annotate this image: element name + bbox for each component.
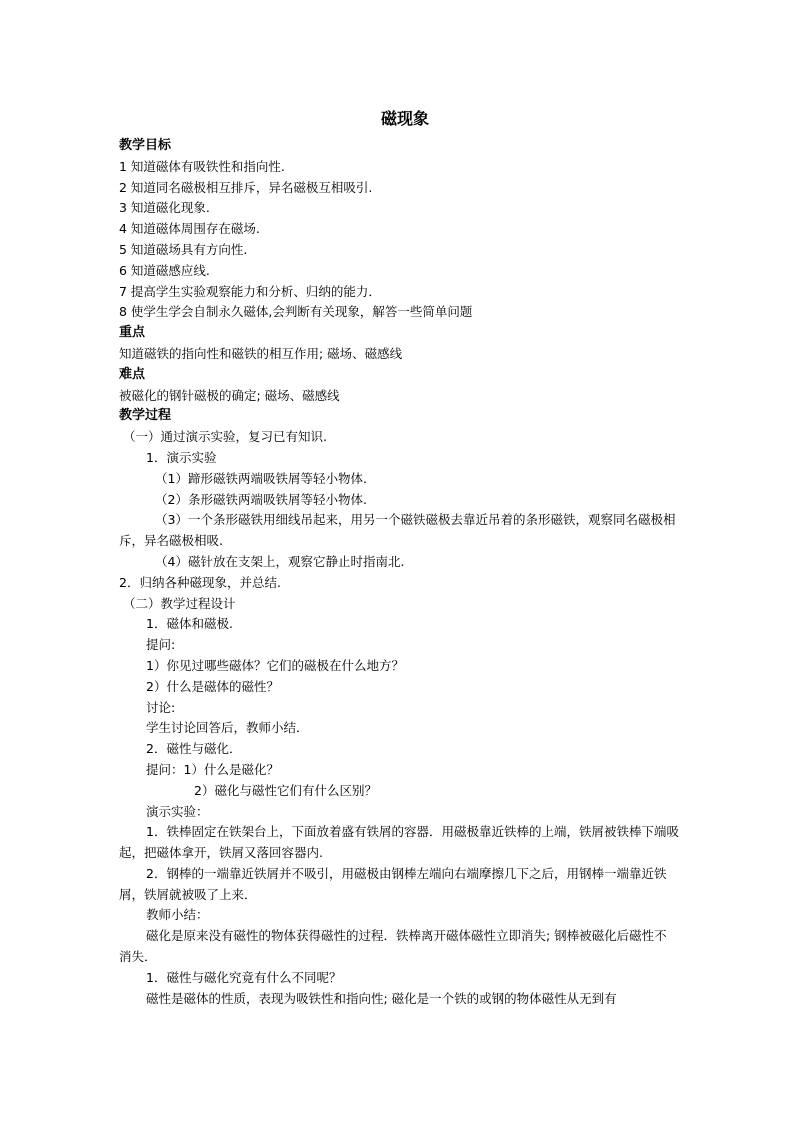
- design-step2: 2．磁性与磁化．: [146, 741, 242, 757]
- goal-item: 6 知道磁感应线.: [119, 262, 210, 278]
- goals-heading: 教学目标: [119, 138, 172, 153]
- discuss-text: 学生讨论回答后，教师小结．: [146, 720, 309, 736]
- key-text: 知道磁铁的指向性和磁铁的相互作用; 磁场、磁感线: [119, 345, 403, 361]
- question-item: 1）你见过哪些磁体？它们的磁极在什么地方？: [146, 657, 404, 673]
- step2-label: 2．归纳各种磁现象，并总结.: [119, 574, 281, 590]
- design-step3: 1．磁性与磁化究竟有什么不同呢？: [146, 969, 342, 985]
- goal-item: 1 知道磁体有吸铁性和指向性.: [119, 158, 285, 174]
- document-title: 磁现象: [380, 109, 429, 128]
- ask-label: 提问:: [146, 637, 176, 653]
- demo-paragraph: 2．钢棒的一端靠近铁屑并不吸引，用磁极由钢棒左端向右端摩擦几下之后，用钢棒一端靠近铁屑，铁屑就被吸了上来．: [119, 865, 667, 902]
- goal-item: 3 知道磁化现象.: [119, 200, 210, 216]
- ask2b-line: 2）磁化与磁性它们有什么区别？: [194, 782, 377, 798]
- goal-item: 5 知道磁场具有方向性.: [119, 241, 248, 257]
- experiment-item: （4）磁针放在支架上，观察它静止时指南北.: [155, 553, 405, 569]
- goal-item: 2 知道同名磁极相互排斥，异名磁极互相吸引.: [119, 179, 373, 195]
- document-page: [119, 106, 679, 1009]
- goal-item: 7 提高学生实验观察能力和分析、归纳的能力．: [119, 283, 381, 299]
- part2-heading: （二）教学过程设计: [123, 595, 236, 611]
- summary-paragraph: 磁化是原来没有磁性的物体获得磁性的过程．铁棒离开磁体磁性立即消失; 钢棒被磁化后磁性不消失．: [119, 928, 667, 965]
- discuss-label: 讨论:: [146, 699, 176, 715]
- difficult-text: 被磁化的钢针磁极的确定; 磁场、磁感线: [119, 387, 340, 403]
- question-item: 2）什么是磁体的磁性？: [146, 678, 279, 694]
- process-heading: 教学过程: [119, 408, 172, 424]
- part1-heading: （一）通过演示实验，复习已有知识.: [123, 429, 327, 445]
- goal-item: 4 知道磁体周围存在磁场.: [119, 221, 260, 237]
- goal-item: 8 使学生学会自制永久磁体,会判断有关现象，解答一些简单问题: [119, 304, 473, 320]
- ask2-line: 提问：1）什么是磁化？: [146, 761, 279, 777]
- difficult-heading: 难点: [119, 366, 146, 382]
- experiment-item: （1）蹄形磁铁两端吸铁屑等轻小物体.: [155, 470, 367, 486]
- final-paragraph: 磁性是磁体的性质，表现为吸铁性和指向性; 磁化是一个铁的或钢的物体磁性从无到有: [146, 990, 617, 1006]
- design-step1: 1．磁体和磁极.: [146, 616, 233, 632]
- key-heading: 重点: [119, 325, 146, 341]
- step1-label: 1．演示实验: [146, 449, 217, 465]
- teacher-label: 教师小结：: [146, 907, 209, 923]
- experiment-item: （2）条形磁铁两端吸铁屑等轻小物体.: [155, 491, 367, 507]
- demo-label: 演示实验：: [146, 803, 209, 819]
- experiment-item: （3）一个条形磁铁用细线吊起来，用另一个磁铁磁极去靠近吊着的条形磁铁，观察同名磁极相斥，异名磁极相吸.: [119, 512, 676, 549]
- demo-paragraph: 1．铁棒固定在铁架台上，下面放着盛有铁屑的容器．用磁极靠近铁棒的上端，铁屑被铁棒下端吸起，把磁体拿开，铁屑又落回容器内.: [119, 824, 679, 861]
